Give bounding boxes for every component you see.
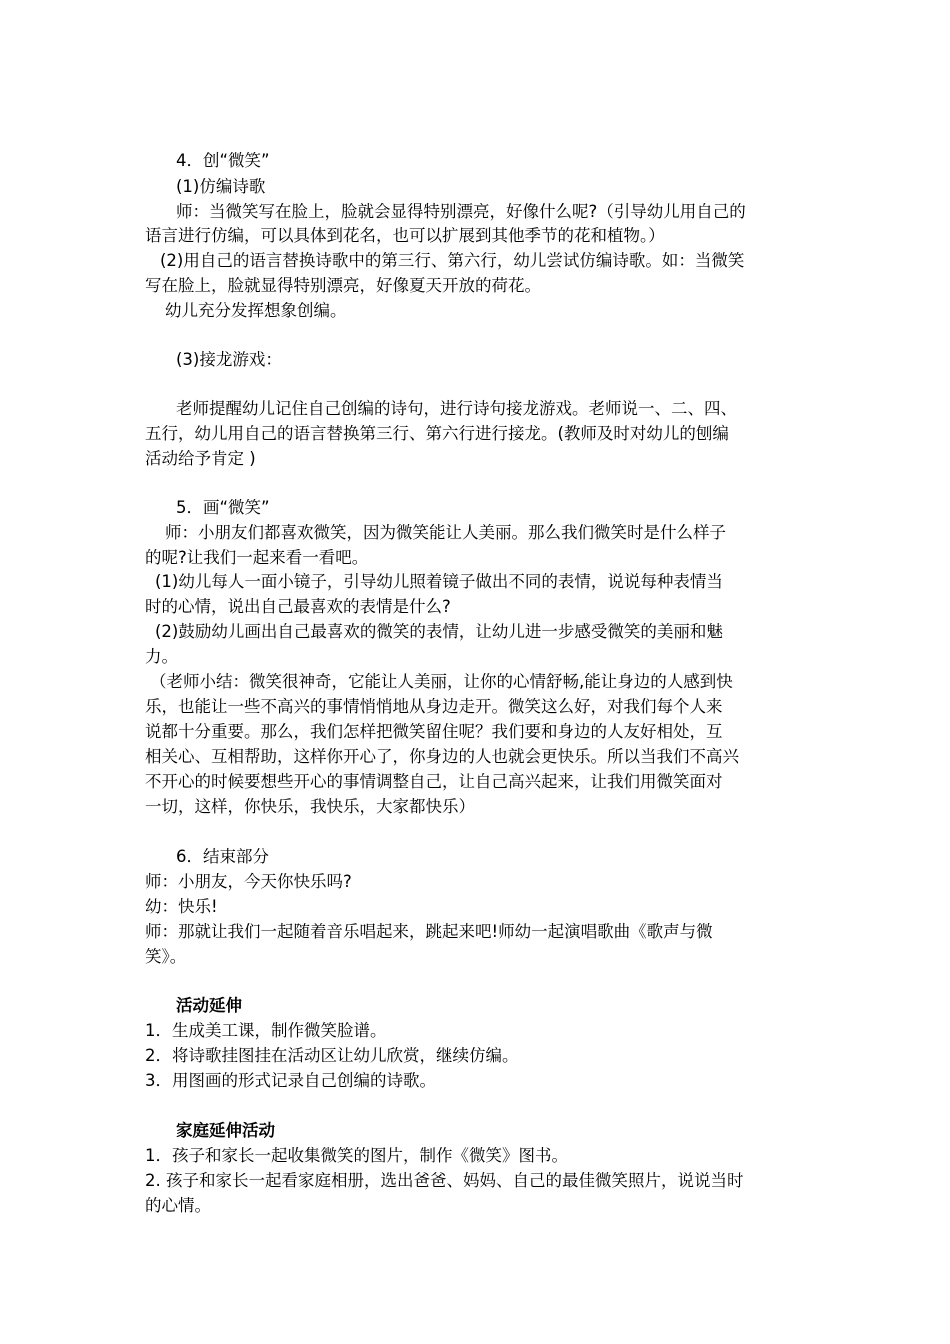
subsection-heading: (1)仿编诗歌 <box>176 177 266 196</box>
paragraph-line: 说都十分重要。那么，我们怎样把微笑留住呢？我们要和身边的人友好相处，互 <box>145 722 723 741</box>
section-heading: 家庭延伸活动 <box>176 1121 275 1140</box>
paragraph-line: 活动给予肯定 ) <box>145 449 256 468</box>
paragraph-line: 的心情。 <box>145 1196 211 1215</box>
list-item: 3．用图画的形式记录自己创编的诗歌。 <box>145 1071 436 1090</box>
paragraph-line: 语言进行仿编，可以具体到花名，也可以扩展到其他季节的花和植物。） <box>145 226 665 245</box>
paragraph-line: 幼儿充分发挥想象创编。 <box>165 301 347 320</box>
paragraph-line: 师：当微笑写在脸上，脸就会显得特别漂亮，好像什么呢?（引导幼儿用自己的 <box>176 202 746 221</box>
section-heading: 4．创“微笑” <box>176 151 270 170</box>
section-heading: 活动延伸 <box>176 996 242 1015</box>
paragraph-line: 幼：快乐! <box>145 897 218 916</box>
list-item: 1．孩子和家长一起收集微笑的图片，制作《微笑》图书。 <box>145 1146 568 1165</box>
subsection-heading: (3)接龙游戏： <box>176 350 282 369</box>
paragraph-line: 力。 <box>145 647 178 666</box>
list-item: 2．将诗歌挂图挂在活动区让幼儿欣赏，继续仿编。 <box>145 1046 519 1065</box>
paragraph-line: （老师小结：微笑很神奇，它能让人美丽，让你的心情舒畅,能让身边的人感到快 <box>150 672 733 691</box>
list-item: 2. 孩子和家长一起看家庭相册，选出爸爸、妈妈、自己的最佳微笑照片，说说当时 <box>145 1171 744 1190</box>
paragraph-line: 师：那就让我们一起随着音乐唱起来，跳起来吧!师幼一起演唱歌曲《歌声与微 <box>145 922 713 941</box>
paragraph-line: (2)鼓励幼儿画出自己最喜欢的微笑的表情，让幼儿进一步感受微笑的美丽和魅 <box>155 622 723 641</box>
paragraph-line: (1)幼儿每人一面小镜子，引导幼儿照着镜子做出不同的表情，说说每种表情当 <box>155 572 723 591</box>
paragraph-line: 写在脸上，脸就显得特别漂亮，好像夏天开放的荷花。 <box>145 276 541 295</box>
paragraph-line: 五行，幼儿用自己的语言替换第三行、第六行进行接龙。(教师及时对幼儿的刨编 <box>145 424 729 443</box>
paragraph-line: 乐，也能让一些不高兴的事情悄悄地从身边走开。微笑这么好，对我们每个人来 <box>145 697 723 716</box>
paragraph-line: 的呢?让我们一起来看一看吧。 <box>145 548 369 567</box>
paragraph-line: 相关心、互相帮助，这样你开心了，你身边的人也就会更快乐。所以当我们不高兴 <box>145 747 739 766</box>
paragraph-line: 笑》。 <box>145 947 187 966</box>
list-item: 1．生成美工课，制作微笑脸谱。 <box>145 1021 387 1040</box>
paragraph-line: 师：小朋友们都喜欢微笑，因为微笑能让人美丽。那么我们微笑时是什么样子 <box>165 523 726 542</box>
section-heading: 6．结束部分 <box>176 847 269 866</box>
paragraph-line: 一切，这样，你快乐，我快乐，大家都快乐） <box>145 797 475 816</box>
section-heading: 5．画“微笑” <box>176 498 270 517</box>
paragraph-line: (2)用自己的语言替换诗歌中的第三行、第六行，幼儿尝试仿编诗歌。如：当微笑 <box>160 251 745 270</box>
paragraph-line: 老师提醒幼儿记住自己创编的诗句，进行诗句接龙游戏。老师说一、二、四、 <box>176 399 737 418</box>
paragraph-line: 不开心的时候要想些开心的事情调整自己，让自己高兴起来，让我们用微笑面对 <box>145 772 723 791</box>
paragraph-line: 时的心情，说出自己最喜欢的表情是什么? <box>145 597 451 616</box>
paragraph-line: 师：小朋友，今天你快乐吗? <box>145 872 352 891</box>
